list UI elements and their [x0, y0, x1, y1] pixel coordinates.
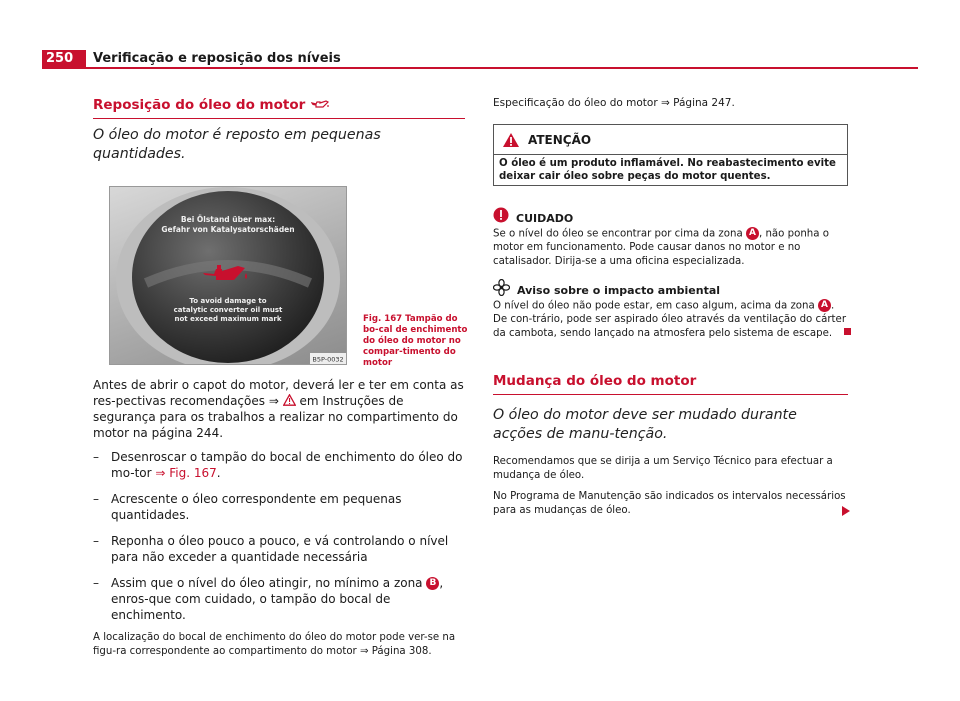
- step-text: , enros-que com cuidado, o tampão do bocal de enchimento.: [111, 576, 444, 622]
- right-column: [493, 96, 848, 517]
- section-rule: [493, 394, 848, 395]
- environment-body: [493, 299, 848, 340]
- zone-badge-a: A: [746, 227, 759, 240]
- continue-arrow-icon: [842, 506, 850, 516]
- cap-text-bottom-3: not exceed maximum mark: [174, 315, 282, 323]
- left-column: [93, 96, 468, 658]
- section-subtitle: O óleo do motor é reposto em pequenas quantidades.: [93, 127, 381, 162]
- spec-line: Especificação do óleo do motor ⇒ Página 247.: [493, 97, 735, 109]
- step-text: Reponha o óleo pouco a pouco, e vá controlando o nível para não exceder a quantidade necessária: [111, 534, 449, 564]
- figure-code: B5P-0032: [312, 355, 344, 364]
- step-text: Assim que o nível do óleo atingir, no mínimo a zona: [111, 576, 423, 590]
- intro-text-a: Antes de abrir o capot do motor, deverá ler e ter em conta as res-pectivas recomendações ⇒: [93, 378, 464, 408]
- caution-text-a: Se o nível do óleo se encontrar por cima da zona: [493, 228, 743, 240]
- section-subtitle: O óleo do motor deve ser mudado durante acções de manu-tenção.: [493, 407, 797, 442]
- list-item: – Desenroscar o tampão do bocal de enchimento do óleo do mo-tor ⇒ Fig. 167.: [93, 450, 463, 480]
- env-text-a: O nível do óleo não pode estar, em caso algum, acima da zona: [493, 300, 815, 312]
- footnote: A localização do bocal de enchimento do óleo do motor pode ver-se na figu-ra correspondente ao compartimento do motor ⇒ Página 308.: [93, 632, 456, 657]
- cap-text-bottom-2: catalytic converter oil must: [173, 306, 283, 314]
- warning-box: [493, 124, 848, 186]
- figure-link[interactable]: ⇒ Fig. 167: [155, 466, 217, 480]
- section-title-oil-change: [493, 372, 848, 390]
- oil-can-icon: [311, 100, 329, 110]
- intro-paragraph: [93, 377, 465, 441]
- cap-text-bottom-1: To avoid damage to: [189, 297, 267, 305]
- page-number: 250: [42, 50, 86, 68]
- oil-change-paragraph-1: Recomendamos que se dirija a um Serviço Técnico para efectuar a mudança de óleo.: [493, 456, 833, 481]
- oil-cap-illustration: [110, 187, 347, 365]
- caution-body: [493, 227, 848, 268]
- section-rule: [93, 118, 465, 119]
- figure-167: [93, 186, 468, 368]
- warning-triangle-icon[interactable]: [283, 394, 296, 406]
- warning-title: ATENÇÃO: [528, 132, 592, 147]
- section-end-marker: [844, 328, 851, 335]
- caution-title: CUIDADO: [516, 212, 574, 225]
- zone-badge-a: A: [818, 299, 831, 312]
- env-text-b: . De con-trário, pode ser aspirado óleo através da ventilação do cárter da cambota, sendo lançado na atmosfera pelo sistema de escape.: [493, 300, 847, 339]
- step-text: Acrescente o óleo correspondente em pequenas quantidades.: [111, 492, 402, 522]
- step-suffix: .: [216, 466, 221, 480]
- cap-text-top-2: Gefahr von Katalysatorschäden: [161, 225, 295, 234]
- warning-header: [494, 125, 847, 155]
- figure-caption: Fig. 167 Tampão do bo-cal de enchimento do óleo do motor no compar-timento do motor: [363, 314, 468, 368]
- header-rule: [42, 67, 918, 69]
- steps-list: [93, 449, 465, 623]
- section-title-oil-topup: [93, 96, 465, 114]
- environment-header: [493, 278, 848, 297]
- step-text: Desenroscar o tampão do bocal de enchimento do óleo do mo-tor: [111, 450, 463, 480]
- caution-text-b: , não ponha o motor em funcionamento. Pode causar danos no motor e no catalisador. Dirija-se a uma oficina especializada.: [493, 228, 829, 267]
- caution-header: [493, 204, 848, 225]
- warning-triangle-icon: [502, 132, 520, 148]
- list-item: – Reponha o óleo pouco a pouco, e vá controlando o nível para não exceder a quantidade necessária: [93, 534, 449, 564]
- oil-change-paragraph-2: No Programa de Manutenção são indicados os intervalos necessários para as mudanças de óleo.: [493, 491, 846, 516]
- flower-environment-icon: [493, 279, 510, 296]
- cap-text-top-1: Bei Ölstand über max:: [180, 215, 276, 224]
- oil-cap-photo: [109, 186, 347, 365]
- caution-exclamation-icon: [493, 207, 509, 223]
- list-item: – Acrescente o óleo correspondente em pequenas quantidades.: [93, 492, 402, 522]
- section-title-text: Reposição do óleo do motor: [93, 97, 306, 113]
- zone-badge-b: B: [426, 577, 439, 590]
- warning-body: O óleo é um produto inflamável. No reabastecimento evite deixar cair óleo sobre peças do motor quentes.: [499, 158, 836, 182]
- list-item: – Assim que o nível do óleo atingir, no mínimo a zona B , enros-que com cuidado, o tampão do bocal de enchimento.: [93, 576, 444, 622]
- page-header-title: Verificação e reposição dos níveis: [93, 51, 341, 66]
- environment-title: Aviso sobre o impacto ambiental: [517, 284, 721, 297]
- intro-text-b: em Instruções de segurança para os trabalhos a realizar no compartimento do motor na página 244.: [93, 394, 458, 440]
- section-title-text: Mudança do óleo do motor: [493, 373, 697, 389]
